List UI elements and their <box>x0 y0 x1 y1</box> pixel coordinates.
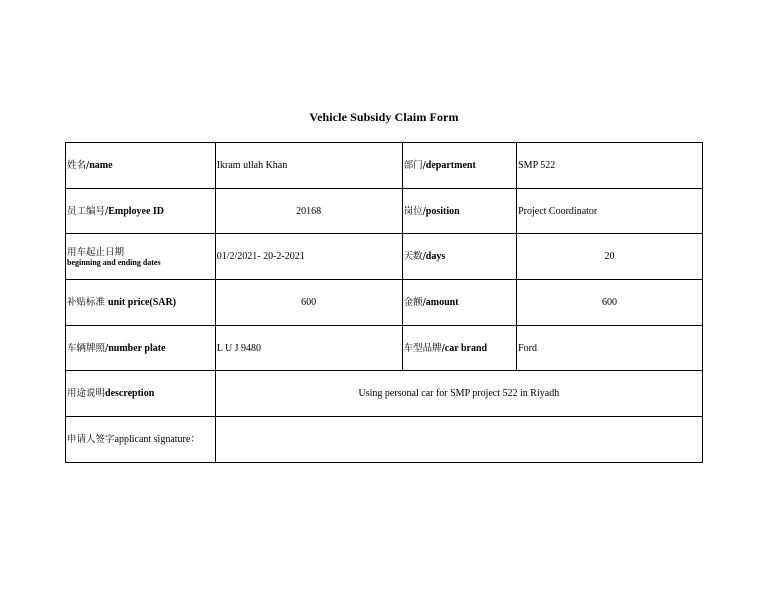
days-value: 20 <box>517 234 703 280</box>
employee-id-value: 20168 <box>215 188 402 234</box>
dates-label: 用车起止日期 beginning and ending dates <box>66 234 216 280</box>
form-row-name <box>66 143 703 189</box>
employee-id-label: 员工编号/Employee ID <box>66 188 216 234</box>
description-value: Using personal car for SMP project 522 in Riyadh <box>215 371 702 417</box>
signature-value[interactable] <box>215 417 702 463</box>
position-value: Project Coordinator <box>517 188 703 234</box>
form-row-signature <box>66 417 703 463</box>
form-title: Vehicle Subsidy Claim Form <box>309 110 459 124</box>
amount-label: 金额/amount <box>402 280 517 326</box>
dates-value: 01/2/2021- 20-2-2021 <box>215 234 402 280</box>
form-row-number-plate <box>66 325 703 371</box>
unit-price-value: 600 <box>215 280 402 326</box>
car-brand-label: 车型品牌/car brand <box>402 325 517 371</box>
claim-form-table <box>65 142 703 463</box>
department-label: 部门/department <box>402 143 517 189</box>
number-plate-label: 车辆牌照/number plate <box>66 325 216 371</box>
signature-label: 申请人签字applicant signature： <box>66 417 216 463</box>
number-plate-value: L U J 9480 <box>215 325 402 371</box>
form-row-unit-price <box>66 280 703 326</box>
car-brand-value: Ford <box>517 325 703 371</box>
name-label: 姓名/name <box>66 143 216 189</box>
form-row-dates <box>66 234 703 280</box>
form-row-employee-id <box>66 188 703 234</box>
days-label: 天数/days <box>402 234 517 280</box>
department-value: SMP 522 <box>517 143 703 189</box>
name-value: Ikram ullah Khan <box>215 143 402 189</box>
position-label: 岗位/position <box>402 188 517 234</box>
unit-price-label: 补贴标准 unit price(SAR) <box>66 280 216 326</box>
amount-value: 600 <box>517 280 703 326</box>
form-row-description <box>66 371 703 417</box>
description-label: 用途说明descreption <box>66 371 216 417</box>
